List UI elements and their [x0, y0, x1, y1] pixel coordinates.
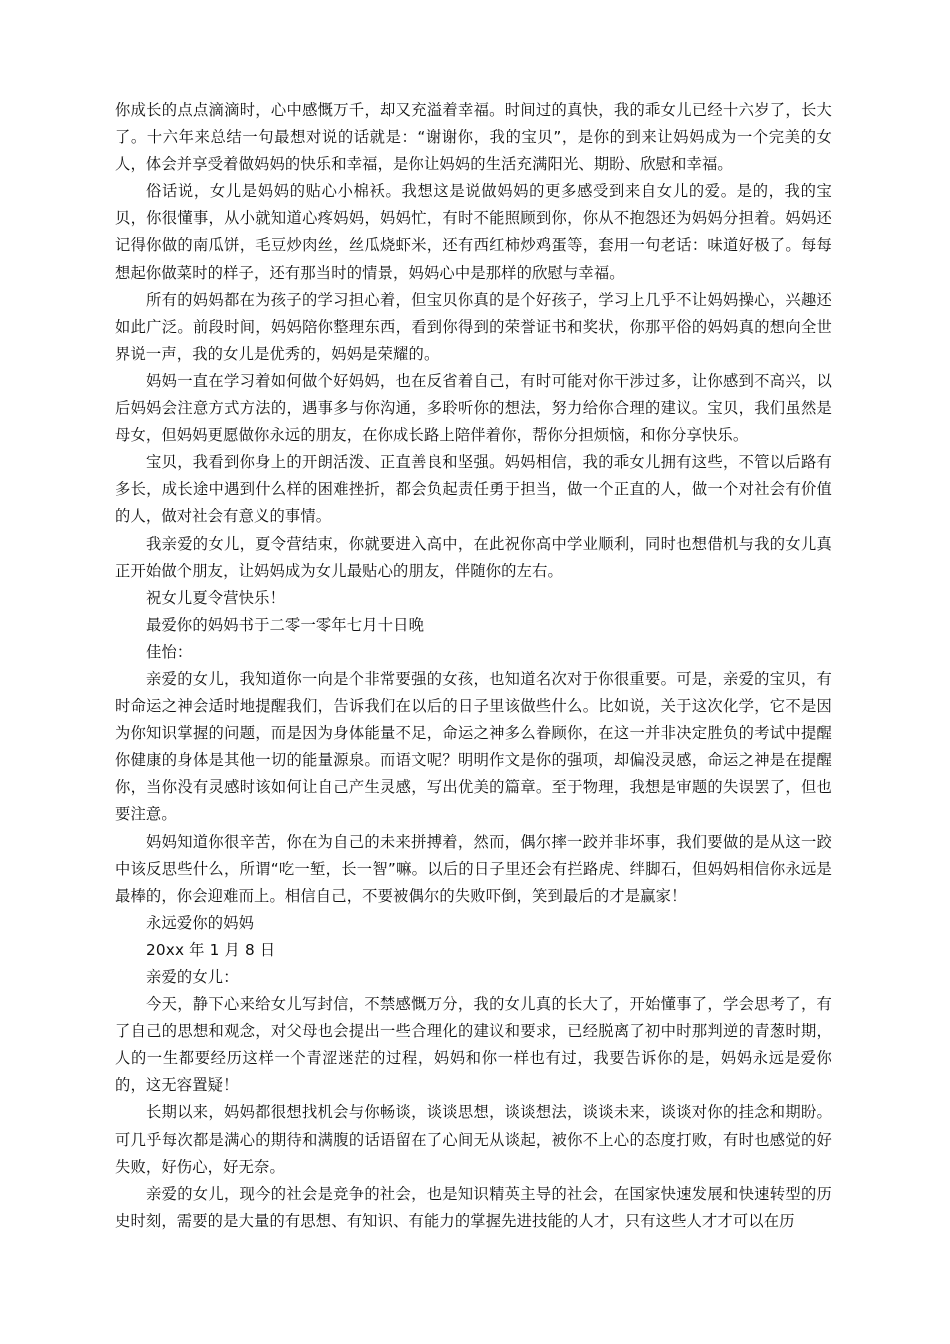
paragraph: 我亲爱的女儿，夏令营结束，你就要进入高中，在此祝你高中学业顺利，同时也想借机与我的女儿真正开始做个朋友，让妈妈成为女儿最贴心的朋友，伴随你的左右。 — [115, 534, 832, 580]
paragraph: 今天，静下心来给女儿写封信，不禁感慨万分，我的女儿真的长大了，开始懂事了，学会思考了，有了自己的思想和观念，对父母也会提出一些合理化的建议和要求，已经脱离了初中时那判逆的青葱时期，人的一生都要经历这样一个青涩迷茫的过程，妈妈和你一样也有过，我要告诉你的是，妈妈永远是爱你的，这无容置疑！ — [115, 995, 832, 1095]
closing-wish: 祝女儿夏令营快乐！ — [146, 588, 286, 607]
paragraph: 亲爱的女儿，我知道你一向是个非常要强的女孩，也知道名次对于你很重要。可是，亲爱的宝贝，有时命运之神会适时地提醒我们，告诉我们在以后的日子里该做些什么。比如说，关于这次化学，它不是因为你知识掌握的问题，而是因为身体能量不足，命运之神多么眷顾你，在这一并非决定胜负的考试中提醒你健康的身体是其他一切的能量源泉。而语文呢？明明作文是你的强项，却偏没灵感，命运之神是在提醒你，当你没有灵感时该如何让自己产生灵感，写出优美的篇章。至于物理，我想是审题的失误罢了，但也要注意。 — [115, 669, 832, 824]
paragraph: 妈妈知道你很辛苦，你在为自己的未来拼搏着，然而，偶尔摔一跤并非坏事，我们要做的是从这一跤中该反思些什么，所谓“吃一堑，长一智”嘛。以后的日子里还会有拦路虎、绊脚石，但妈妈相信你永远是最棒的，你会迎难而上。相信自己，不要被偶尔的失败吓倒，笑到最后的才是赢家！ — [115, 832, 832, 905]
date-line: 20xx 年 1 月 8 日 — [146, 940, 276, 959]
signature-line: 永远爱你的妈妈 — [146, 913, 255, 932]
paragraph: 亲爱的女儿，现今的社会是竞争的社会，也是知识精英主导的社会，在国家快速发展和快速转型的历史时刻，需要的是大量的有思想、有知识、有能力的掌握先进技能的人才，只有这些人才才可以在历 — [115, 1184, 832, 1230]
letter-body — [115, 97, 832, 1235]
paragraph: 宝贝，我看到你身上的开朗活泼、正直善良和坚强。妈妈相信，我的乖女儿拥有这些，不管以后路有多长，成长途中遇到什么样的困难挫折，都会负起责任勇于担当，做一个正直的人，做一个对社会有价值的人，做对社会有意义的事情。 — [115, 453, 832, 526]
paragraph: 所有的妈妈都在为孩子的学习担心着，但宝贝你真的是个好孩子，学习上几乎不让妈妈操心，兴趣还如此广泛。前段时间，妈妈陪你整理东西，看到你得到的荣誉证书和奖状，你那平俗的妈妈真的想向全世界说一声，我的女儿是优秀的，妈妈是荣耀的。 — [115, 290, 832, 363]
paragraph: 长期以来，妈妈都很想找机会与你畅谈，谈谈思想，谈谈想法，谈谈未来，谈谈对你的挂念和期盼。可几乎每次都是满心的期待和满腹的话语留在了心间无从谈起，被你不上心的态度打败，有时也感觉的好失败，好伤心，好无奈。 — [115, 1103, 832, 1176]
paragraph: 俗话说，女儿是妈妈的贴心小棉袄。我想这是说做妈妈的更多感受到来自女儿的爱。是的，我的宝贝，你很懂事，从小就知道心疼妈妈，妈妈忙，有时不能照顾到你，你从不抱怨还为妈妈分担着。妈妈还记得你做的南瓜饼，毛豆炒肉丝，丝瓜烧虾米，还有西红柿炒鸡蛋等，套用一句老话：味道好极了。每每想起你做菜时的样子，还有那当时的情景，妈妈心中是那样的欣慰与幸福。 — [115, 182, 832, 282]
paragraph: 妈妈一直在学习着如何做个好妈妈，也在反省着自己，有时可能对你干涉过多，让你感到不高兴，以后妈妈会注意方式方法的，遇事多与你沟通，多聆听你的想法，努力给你合理的建议。宝贝，我们虽然是母女，但妈妈更愿做你永远的朋友，在你成长路上陪伴着你，帮你分担烦恼，和你分享快乐。 — [115, 371, 832, 445]
signature-line: 最爱你的妈妈书于二零一零年七月十日晚 — [146, 615, 425, 634]
salutation: 佳怡： — [146, 642, 193, 661]
paragraph: 你成长的点点滴滴时，心中感慨万千，却又充溢着幸福。时间过的真快，我的乖女儿已经十六岁了，长大了。十六年来总结一句最想对说的话就是：“谢谢你，我的宝贝”，是你的到来让妈妈成为一个完美的女人，体会并享受着做妈妈的快乐和幸福，是你让妈妈的生活充满阳光、期盼、欣慰和幸福。 — [115, 101, 832, 174]
salutation: 亲爱的女儿： — [146, 968, 239, 986]
